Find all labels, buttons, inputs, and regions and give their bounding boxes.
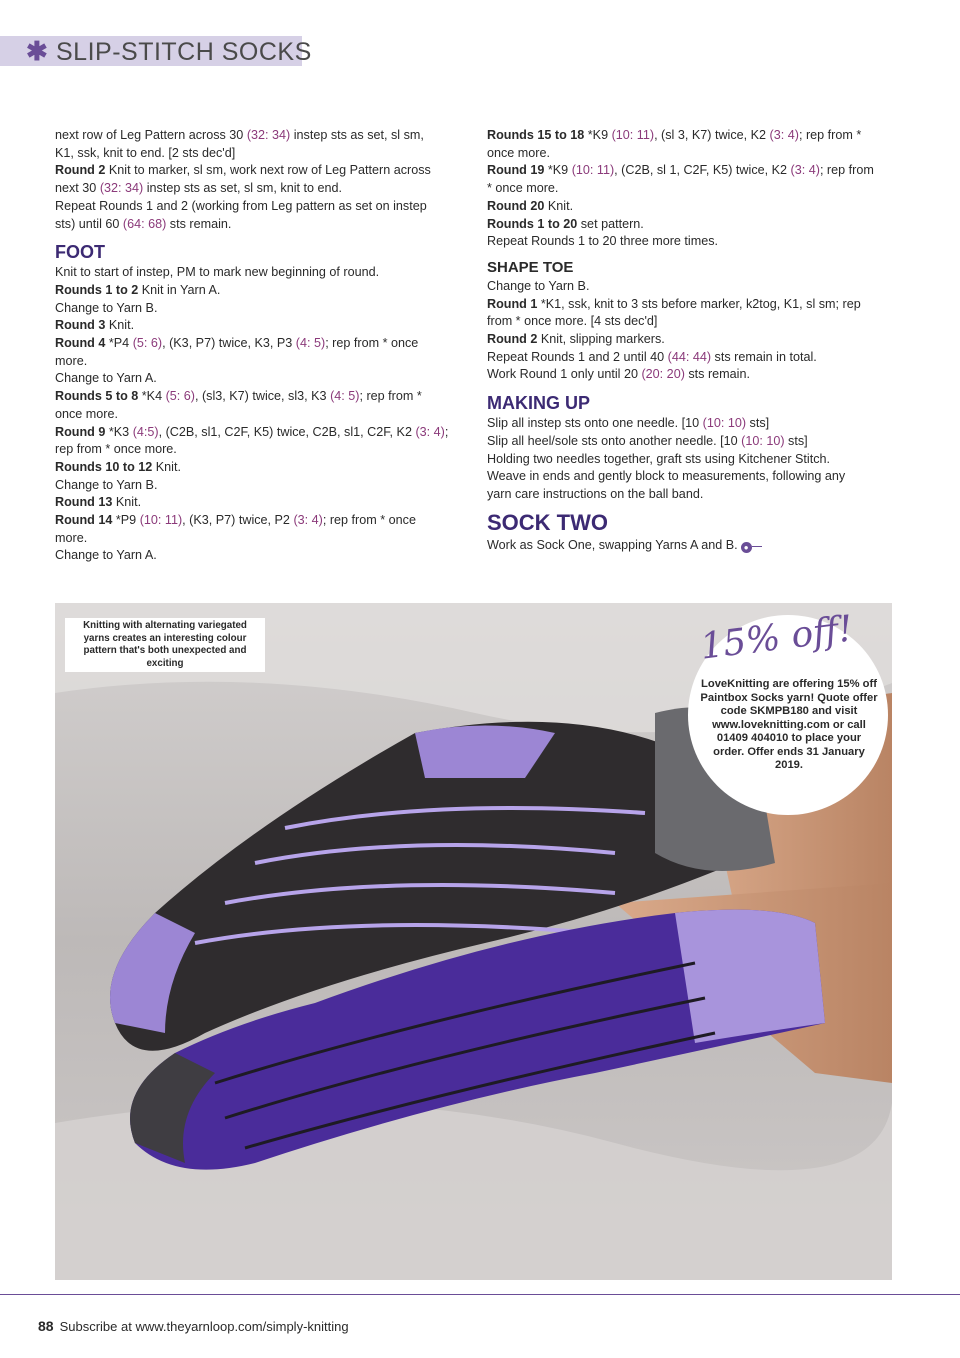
text-line	[55, 494, 465, 512]
text-line	[55, 264, 465, 282]
text-line	[487, 162, 905, 180]
round-label: Round 2	[487, 332, 538, 347]
end-rule	[752, 546, 762, 547]
text-run: Change to Yarn B.	[55, 477, 158, 492]
text-run: Work Round 1 only until 20	[487, 367, 642, 382]
text-run: sts remain.	[166, 216, 232, 231]
sock-two-heading: SOCK TWO	[487, 509, 608, 535]
text-line	[55, 512, 465, 530]
round-label: Round 9	[55, 424, 106, 439]
text-run: Knit.	[152, 459, 181, 474]
making-up-heading: MAKING UP	[487, 393, 590, 414]
sock-two-text	[487, 537, 905, 555]
text-run: Knit.	[105, 318, 135, 333]
size-variant: (64: 68)	[122, 216, 167, 231]
size-variant: (4: 5)	[330, 389, 360, 404]
text-run: *K1, ssk, knit to 3 sts before marker, k2tog, K1, sl sm; rep	[537, 296, 861, 311]
size-variant: (3: 4)	[293, 513, 323, 528]
text-line	[487, 127, 905, 145]
text-run: instep sts as set, sl sm,	[290, 128, 424, 142]
footer	[38, 1318, 349, 1334]
text-run: Change to Yarn B.	[55, 300, 158, 315]
size-variant: (10: 11)	[139, 513, 183, 528]
round-label: Round 20	[487, 198, 545, 213]
sock-two-body: Work as Sock One, swapping Yarns A and B.	[487, 537, 738, 552]
text-line	[55, 317, 465, 335]
footer-text: Subscribe at www.theyarnloop.com/simply-knitting	[59, 1319, 349, 1334]
round-label: Round 1	[487, 296, 538, 311]
text-line	[55, 353, 465, 371]
round-label: Round 3	[55, 318, 106, 333]
size-variant: (10: 10)	[702, 416, 747, 431]
text-line	[55, 335, 465, 353]
text-line	[55, 388, 465, 406]
text-run: Knit, slipping markers.	[537, 332, 665, 347]
text-line	[487, 415, 905, 433]
round-label: Round 14	[55, 513, 113, 528]
text-line	[55, 127, 465, 145]
text-run: , (sl3, K7) twice, sl3, K3	[194, 389, 331, 404]
asterisk-icon: ✱	[26, 36, 48, 66]
size-variant: (3: 4)	[769, 128, 799, 142]
round-label: Round 4	[55, 336, 106, 351]
size-variant: (5: 6)	[165, 389, 195, 404]
text-run: set pattern.	[577, 216, 644, 231]
footer-rule	[0, 1294, 960, 1295]
text-run: from * once more. [4 sts dec'd]	[487, 314, 658, 329]
rounds-text	[487, 127, 905, 251]
text-run: Repeat Rounds 1 to 20 three more times.	[487, 234, 719, 249]
text-run: *P4	[105, 336, 133, 351]
round-label: Rounds 1 to 2	[55, 282, 139, 297]
text-line	[487, 216, 905, 234]
text-line	[487, 313, 905, 331]
text-line	[55, 370, 465, 388]
text-line	[487, 486, 905, 504]
text-line	[55, 145, 465, 163]
text-run: , (C2B, sl 1, C2F, K5) twice, K2	[614, 163, 791, 178]
round-label: Rounds 1 to 20	[487, 216, 578, 231]
text-run: Knit to start of instep, PM to mark new beginning of round.	[55, 265, 380, 280]
text-run: * once more.	[487, 181, 559, 196]
text-line	[55, 282, 465, 300]
photo-caption: Knitting with alternating variegated yarns creates an interesting colour pattern that's both unexpected and exciting	[65, 618, 265, 672]
text-run: ; rep from *	[798, 128, 862, 142]
text-run: sts) until 60	[55, 216, 123, 231]
text-run: Knit.	[544, 198, 574, 213]
text-run: Knit.	[112, 495, 142, 510]
text-line	[487, 180, 905, 198]
text-run: *P9	[112, 513, 140, 528]
text-line	[487, 349, 905, 367]
size-variant: (4: 5)	[295, 336, 326, 351]
text-run: K1, ssk, knit to end. [2 sts dec'd]	[55, 145, 236, 160]
text-line	[487, 145, 905, 163]
text-run: sts]	[784, 433, 808, 448]
text-line	[487, 198, 905, 216]
text-run: ; rep from * once	[322, 513, 416, 528]
making-up-text	[487, 415, 905, 504]
round-label: Rounds 5 to 8	[55, 389, 139, 404]
text-run: Repeat Rounds 1 and 2 until 40	[487, 349, 668, 364]
text-run: , (C2B, sl1, C2F, K5) twice, C2B, sl1, C2F, K2	[158, 424, 416, 439]
text-line	[487, 366, 905, 384]
shape-toe-heading: SHAPE TOE	[487, 258, 574, 276]
size-variant: (3: 4)	[415, 424, 445, 439]
text-run: Change to Yarn A.	[55, 371, 157, 386]
text-line	[487, 296, 905, 314]
size-variant: (4:5)	[132, 424, 159, 439]
text-line	[55, 424, 465, 442]
text-run: sts remain in total.	[711, 349, 817, 364]
text-run: more.	[55, 530, 88, 545]
text-run: ; rep from	[819, 163, 874, 178]
text-line	[487, 451, 905, 469]
size-variant: (10: 11)	[611, 128, 655, 142]
text-run: , (K3, P7) twice, P2	[182, 513, 294, 528]
round-label: Round 2	[55, 163, 106, 178]
text-run: next 30	[55, 181, 100, 196]
text-run: *K4	[138, 389, 166, 404]
text-line	[487, 331, 905, 349]
text-line	[55, 162, 465, 180]
right-column	[487, 127, 905, 554]
text-run: , (sl 3, K7) twice, K2	[654, 128, 770, 142]
page-number: 88	[38, 1318, 54, 1334]
foot-text	[55, 264, 465, 565]
offer-text: LoveKnitting are offering 15% off Paintbox Socks yarn! Quote offer code SKMPB180 and visit www.loveknitting.com or call 01409 404010 to place your order. Offer ends 31 January 2019.	[700, 678, 878, 771]
text-line	[55, 459, 465, 477]
text-line	[55, 547, 465, 565]
size-variant: (10: 10)	[741, 433, 785, 448]
text-run: ; rep from * once	[325, 336, 419, 351]
text-line	[55, 300, 465, 318]
text-run: Change to Yarn B.	[487, 278, 590, 293]
text-line	[55, 477, 465, 495]
text-line	[55, 216, 465, 234]
size-variant: (3: 4)	[790, 163, 820, 178]
text-run: rep from * once more.	[55, 442, 177, 457]
text-run: Weave in ends and gently block to measurements, following any	[487, 469, 846, 484]
text-run: instep sts as set, sl sm, knit to end.	[143, 181, 343, 196]
size-variant: (10: 11)	[571, 163, 615, 178]
text-run: Slip all heel/sole sts onto another needle. [10	[487, 433, 742, 448]
round-label: Rounds 10 to 12	[55, 459, 153, 474]
round-label: Round 19	[487, 163, 545, 178]
text-run: more.	[55, 353, 88, 368]
size-variant: (20: 20)	[641, 367, 685, 382]
text-run: *K3	[105, 424, 133, 439]
size-variant: (5: 6)	[132, 336, 163, 351]
text-run: *K9	[584, 128, 612, 142]
text-line	[55, 530, 465, 548]
text-run: ;	[444, 424, 449, 439]
text-run: Slip all instep sts onto one needle. [10	[487, 416, 703, 431]
text-run: ; rep from *	[359, 389, 422, 404]
text-line	[55, 406, 465, 424]
text-run: once more.	[487, 145, 550, 160]
round-label: Rounds 15 to 18	[487, 128, 585, 142]
offer-headline: 15% off!	[698, 608, 856, 668]
text-line	[487, 233, 905, 251]
end-mark-icon: ●	[741, 542, 752, 553]
text-line	[55, 180, 465, 198]
text-run: Knit in Yarn A.	[138, 282, 221, 297]
text-line	[487, 468, 905, 486]
text-run: sts]	[746, 416, 770, 431]
size-variant: (44: 44)	[667, 349, 712, 364]
text-run: Repeat Rounds 1 and 2 (working from Leg pattern as set on instep	[55, 198, 427, 213]
text-run: yarn care instructions on the ball band.	[487, 486, 704, 501]
round-label: Round 13	[55, 495, 113, 510]
text-run: Holding two needles together, graft sts using Kitchener Stitch.	[487, 451, 831, 466]
text-run: Change to Yarn A.	[55, 548, 157, 563]
text-run: Knit to marker, sl sm, work next row of Leg Pattern across	[105, 163, 431, 178]
foot-heading: FOOT	[55, 242, 105, 263]
intro-text	[55, 127, 465, 233]
size-variant: (32: 34)	[99, 181, 144, 196]
text-line	[487, 433, 905, 451]
text-line	[487, 278, 905, 296]
text-run: sts remain.	[684, 367, 750, 382]
size-variant: (32: 34)	[246, 128, 291, 142]
shape-toe-text	[487, 278, 905, 384]
text-line	[55, 441, 465, 459]
text-line	[55, 198, 465, 216]
left-column	[55, 127, 465, 565]
text-run: , (K3, P7) twice, K3, P3	[162, 336, 296, 351]
page-title: SLIP-STITCH SOCKS	[56, 38, 312, 66]
text-run: *K9	[544, 163, 572, 178]
text-run: next row of Leg Pattern across 30	[55, 128, 247, 142]
text-run: once more.	[55, 406, 118, 421]
